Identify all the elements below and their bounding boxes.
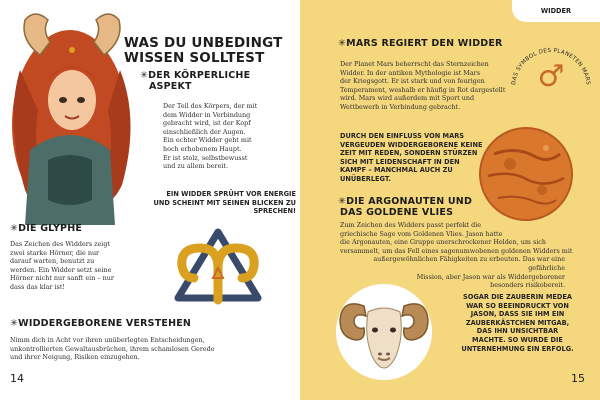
section-understand-body: Nimm dich in Acht vor ihren unüberlegten Entscheidungen, unkontrollierten Gewaltausbrüchen, ihrem schamlosen Gerede und ihrer Neigung, Risiken einzugehen.	[10, 336, 215, 362]
main-title-line2: WISSEN SOLLTEST	[124, 50, 265, 66]
aries-glyph-icon	[158, 228, 278, 308]
ram-head-icon	[328, 276, 440, 388]
section-glyph-title: ✳DIE GLYPHE	[10, 223, 83, 234]
star-icon: ✳	[10, 223, 19, 234]
mars-symbol-badge	[505, 26, 597, 106]
mars-symbol-caption: DAS SYMBOL DES PLANETEN MARS	[511, 47, 591, 86]
right-page	[300, 0, 600, 400]
chapter-tab-label: WIDDER	[540, 7, 572, 15]
star-icon: ✳	[140, 70, 149, 81]
section-argonauts-body: Zum Zeichen des Widders passt perfekt die griechische Sage vom Goldenen Vlies. Jason hatte die Argonauten, eine Gruppe unerschrockener Helden, um sich versammelt, um das Fell eines sagenumwobenen goldenen Widders mit außergewöhnlichen Fähigkeiten zu erbeuten. Das war eine gefährliche Mission, aber Jason war als Widdergeborener besonders risikobereit.	[340, 221, 573, 290]
main-title-line1: WAS DU UNBEDINGT	[124, 35, 283, 51]
chapter-tab[interactable]	[512, 0, 600, 22]
medea-quote: SOGAR DIE ZAUBERIN MEDEA WAR SO BEEINDRUCKT VON JASON, DASS SIE IHM EIN ZAUBERKÄSTCHEN MITGAB, DAS IHN UNSICHTBAR MACHTE. SO WURDE DIE UNTERNEHMUNG EIN ERFOLG.	[461, 293, 574, 353]
mars-highlight: DURCH DEN EINFLUSS VON MARS VERGEUDEN WIDDERGEBORENE KEINE ZEIT MIT REDEN, SONDERN STÜRZEN SICH MIT LEIDENSCHAFT IN DEN KAMPF – MANCHMAL AUCH ZU UNÜBERLEGT.	[340, 132, 483, 183]
main-title	[124, 36, 283, 66]
page-number-right: 15	[571, 372, 585, 385]
energy-highlight: EIN WIDDER SPRÜHT VOR ENERGIE UND SCHEINT MIT SEINEN BLICKEN ZU SPRECHEN!	[153, 190, 296, 216]
mars-planet-icon	[476, 124, 576, 224]
section-argonauts-title: ✳DIE ARGONAUTEN UND DAS GOLDENE VLIES	[338, 196, 473, 218]
star-icon: ✳	[338, 38, 347, 49]
mars-symbol-icon: ♂	[537, 59, 565, 94]
section-mars-title: ✳MARS REGIERT DEN WIDDER	[338, 38, 503, 49]
section-glyph-body: Das Zeichen des Widders zeigt zwei starke Hörner, die nur darauf warten, benutzt zu werden. Ein Widder setzt seine Hörner nicht nur sanft ein – nur dass das klar ist!	[10, 240, 114, 291]
star-icon: ✳	[338, 196, 347, 207]
star-icon: ✳	[10, 318, 19, 329]
page-number-left: 14	[10, 372, 24, 385]
section-physical-title: ✳DER KÖRPERLICHE ASPEKT	[140, 70, 251, 92]
section-understand-title: ✳WIDDERGEBORENE VERSTEHEN	[10, 318, 192, 329]
section-mars-body: Der Planet Mars beherrscht das Sternzeichen Widder. In der antiken Mythologie ist Mars der Kriegsgott. Er ist stark und von feurigen Temperament, weshalb er häufig in Rot dargestellt wird. Mars wird außerdem mit Sport und Wettbewerb in Verbindung gebracht.	[340, 60, 506, 111]
section-physical-body: Der Teil des Körpers, der mit dem Widder in Verbindung gebracht wird, ist der Kopf einschließlich der Augen. Ein echter Widder geht mit hoch erhobenem Haupt. Er ist stolz, selbstbewusst und zu allem bereit.	[163, 102, 258, 171]
